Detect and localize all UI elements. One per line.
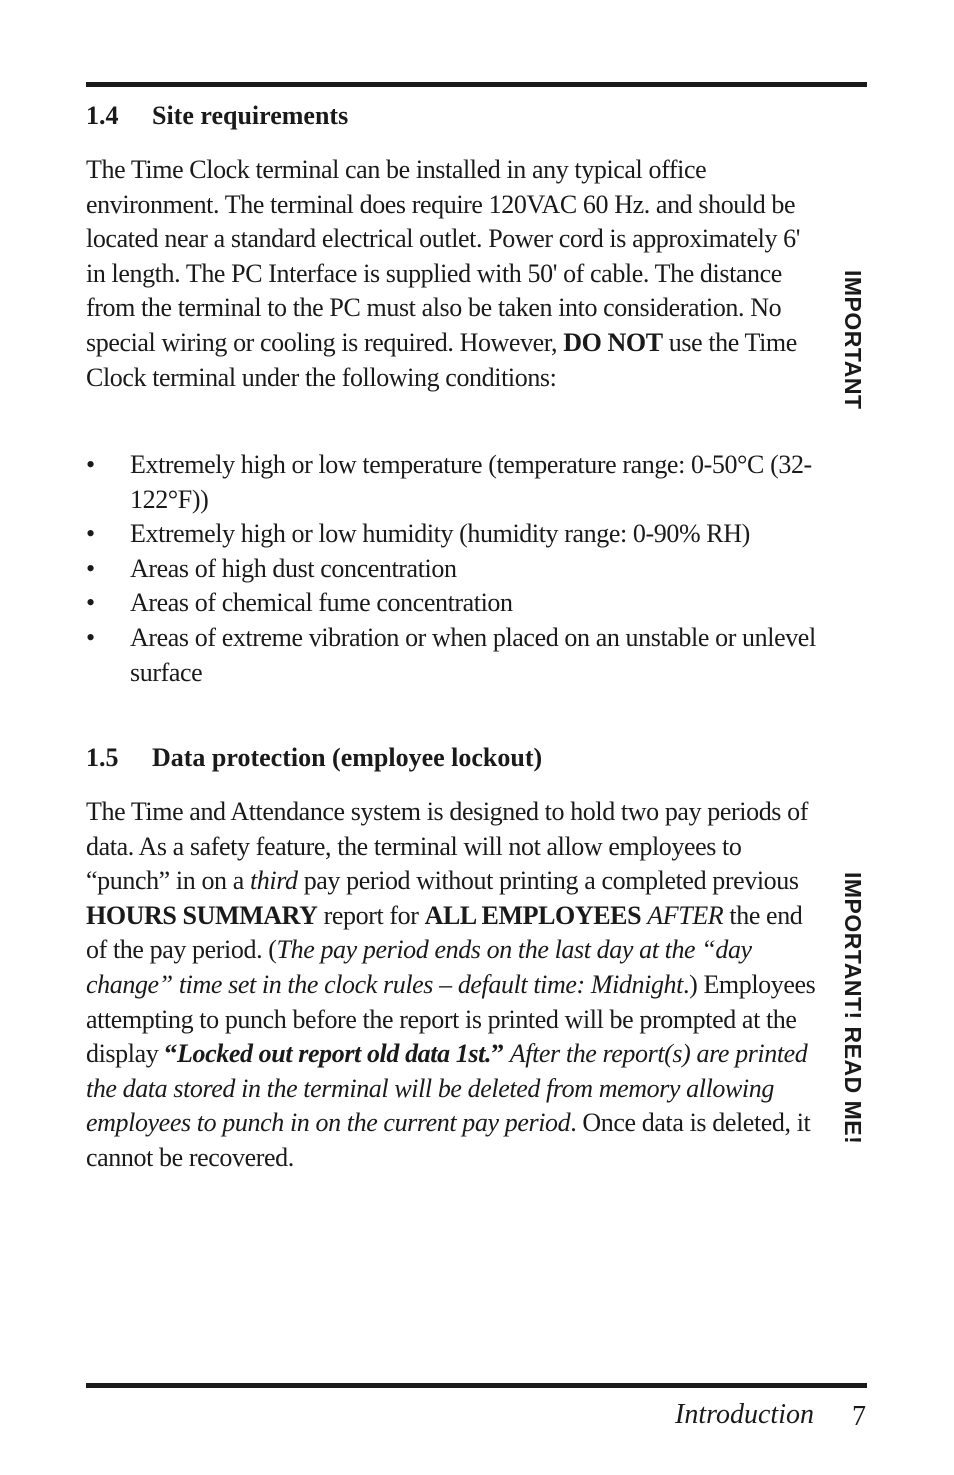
site-requirements-paragraph-block bbox=[86, 153, 821, 395]
quote-mark: ” bbox=[491, 1039, 504, 1069]
conditions-list bbox=[86, 448, 821, 690]
top-rule bbox=[86, 82, 867, 87]
italic-text: third bbox=[249, 866, 298, 896]
data-protection-paragraph bbox=[86, 795, 821, 1176]
all-employees-emphasis: ALL EMPLOYEES bbox=[424, 900, 642, 930]
section-title: Data protection (employee lockout) bbox=[152, 743, 543, 772]
para-text: .) Employees attempting to punch before the report is printed will be prompted at the display bbox=[86, 969, 816, 1069]
hours-summary-emphasis: HOURS SUMMARY bbox=[86, 900, 318, 930]
bullet-marker: • bbox=[86, 553, 95, 583]
para-text: use the Time Clock terminal under the following conditions: bbox=[86, 327, 797, 392]
site-requirements-paragraph bbox=[86, 153, 821, 395]
conditions-list-block bbox=[86, 448, 821, 690]
list-item-text: Areas of chemical fume concentration bbox=[130, 588, 513, 618]
para-text: The Time and Attendance system is designed to hold two pay periods of data. As a safety feature, the terminal will not allow employees to “punch” in on a bbox=[86, 797, 808, 896]
list-item bbox=[86, 621, 821, 690]
side-tab-important: IMPORTANT bbox=[840, 270, 866, 410]
para-text: . Once data is deleted, it cannot be recovered. bbox=[86, 1108, 811, 1172]
data-protection-paragraph-block bbox=[86, 795, 821, 1176]
bullet-marker: • bbox=[86, 450, 95, 479]
bullet-marker: • bbox=[86, 622, 95, 652]
bottom-rule bbox=[86, 1383, 867, 1388]
section-number: 1.5 bbox=[86, 743, 119, 772]
lockout-message: Locked out report old data 1st. bbox=[177, 1039, 492, 1069]
list-item-text: Areas of high dust concentration bbox=[130, 553, 457, 583]
para-text: pay period without printing a completed previous bbox=[297, 866, 799, 896]
list-item bbox=[86, 586, 821, 621]
section-1-5 bbox=[86, 743, 821, 773]
section-1-4 bbox=[86, 101, 821, 131]
list-item bbox=[86, 552, 821, 587]
bullet-marker: • bbox=[86, 588, 95, 618]
section-heading-1-5 bbox=[86, 743, 821, 773]
list-item bbox=[86, 517, 821, 552]
section-number: 1.4 bbox=[86, 101, 119, 130]
do-not-emphasis: DO NOT bbox=[563, 327, 663, 357]
section-heading-1-4 bbox=[86, 101, 821, 131]
bullet-marker: • bbox=[86, 519, 95, 549]
list-item-text: Areas of extreme vibration or when placed on an unstable or unlevel surface bbox=[130, 622, 816, 687]
italic-text: AFTER bbox=[647, 900, 724, 930]
italic-text: The pay period ends on the last day at the “day change” time set in the clock rules – default time: Midnight bbox=[86, 935, 752, 999]
section-title: Site requirements bbox=[152, 101, 349, 130]
para-text: the end of the pay period. ( bbox=[86, 900, 803, 965]
list-item bbox=[86, 448, 821, 517]
para-text: report for bbox=[317, 900, 425, 930]
page-number: 7 bbox=[852, 1401, 866, 1432]
footer-section-label: Introduction bbox=[675, 1399, 814, 1430]
quote-mark: “ bbox=[164, 1039, 178, 1069]
para-text: The Time Clock terminal can be installed in any typical office environment. The terminal does require 120VAC 60 Hz. and should be located near a standard electrical outlet. Power cord is approximately 6' in length. The PC Interface is supplied with 50' of cable. The distance from the terminal to the PC must also be taken into consideration. No special wiring or cooling is required. However, bbox=[86, 155, 801, 357]
side-tab-important-read-me: IMPORTANT! READ ME! bbox=[840, 872, 866, 1145]
list-item-text: Extremely high or low humidity (humidity range: 0-90% RH) bbox=[130, 519, 750, 549]
list-item-text: Extremely high or low temperature (temperature range: 0-50°C (32-122°F)) bbox=[130, 450, 812, 514]
italic-text: After the report(s) are printed the data stored in the terminal will be deleted from memory allowing employees to punch in on the current pay period bbox=[86, 1039, 808, 1138]
